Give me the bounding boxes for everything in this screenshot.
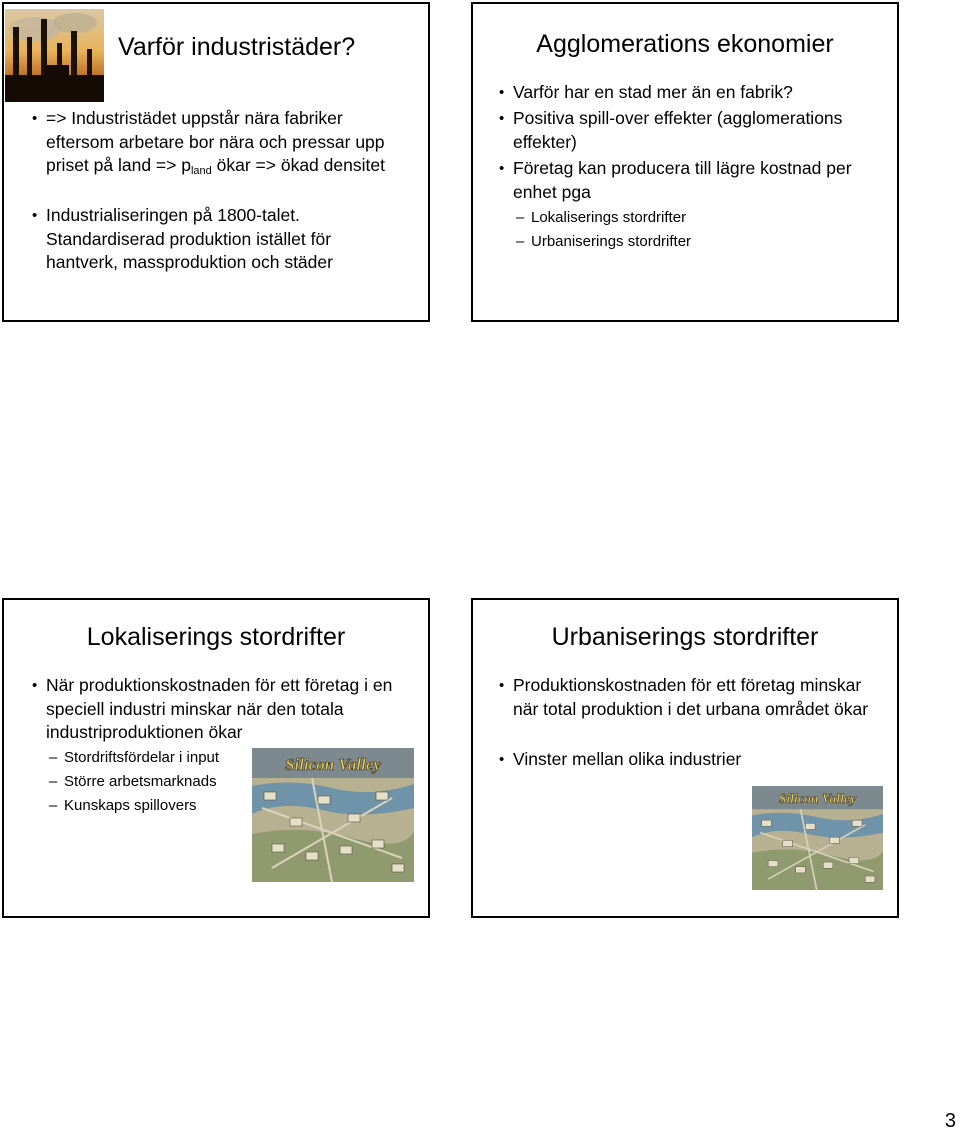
silicon-valley-map-image — [252, 748, 414, 882]
slide-agglomeration-economies — [471, 2, 899, 322]
map-title-text: Silicon Valley — [778, 791, 857, 807]
bullet-industrial-city: • => Industristädet uppstår nära fabriker eftersom arbetare bor nära och pressar upp priset på land => $p_{land}$ ökar => ökad densitet — [46, 107, 396, 178]
slide-title: Agglomerations ekonomier — [536, 30, 834, 58]
silicon-valley-map-image — [752, 786, 883, 890]
subbullet-item: – Stordriftsfördelar i input — [64, 746, 219, 770]
slide-title: Urbaniserings stordrifter — [551, 623, 819, 651]
bullet-item: • Företag kan producera till lägre kostnad per enhet pga — [513, 157, 883, 204]
bullet-industrialisation: • Industrialiseringen på 1800-talet. Standardiserad produktion istället för hantverk, massproduktion och städer — [46, 204, 396, 275]
bullet-item: • Produktionskostnaden för ett företag minskar när total produktion i det urbana området ökar — [513, 674, 873, 721]
page-number: 3 — [944, 1110, 956, 1132]
subbullet-item: – Lokaliserings stordrifter — [531, 206, 686, 230]
slide-title: Varför industristäder? — [118, 33, 356, 61]
bullet-item: • Positiva spill-over effekter (agglomerations effekter) — [513, 107, 883, 154]
bullet-item: • När produktionskostnaden för ett företag i en speciell industri minskar när den totala industriproduktionen ökar — [46, 674, 406, 745]
bullet-item: • Vinster mellan olika industrier — [513, 748, 873, 772]
subbullet-item: – Större arbetsmarknads — [64, 770, 217, 794]
slide-title: Lokaliserings stordrifter — [86, 623, 346, 651]
subbullet-item: – Kunskaps spillovers — [64, 794, 197, 818]
subbullet-item: – Urbaniserings stordrifter — [531, 230, 691, 254]
slide-urbanisation-economies — [471, 598, 899, 918]
slide-industrial-cities — [2, 2, 430, 322]
factory-smokestacks-image — [5, 9, 104, 102]
map-title-text: Silicon Valley — [285, 755, 381, 774]
slide-localisation-economies — [2, 598, 430, 918]
bullet-item: • Varför har en stad mer än en fabrik? — [513, 81, 883, 105]
